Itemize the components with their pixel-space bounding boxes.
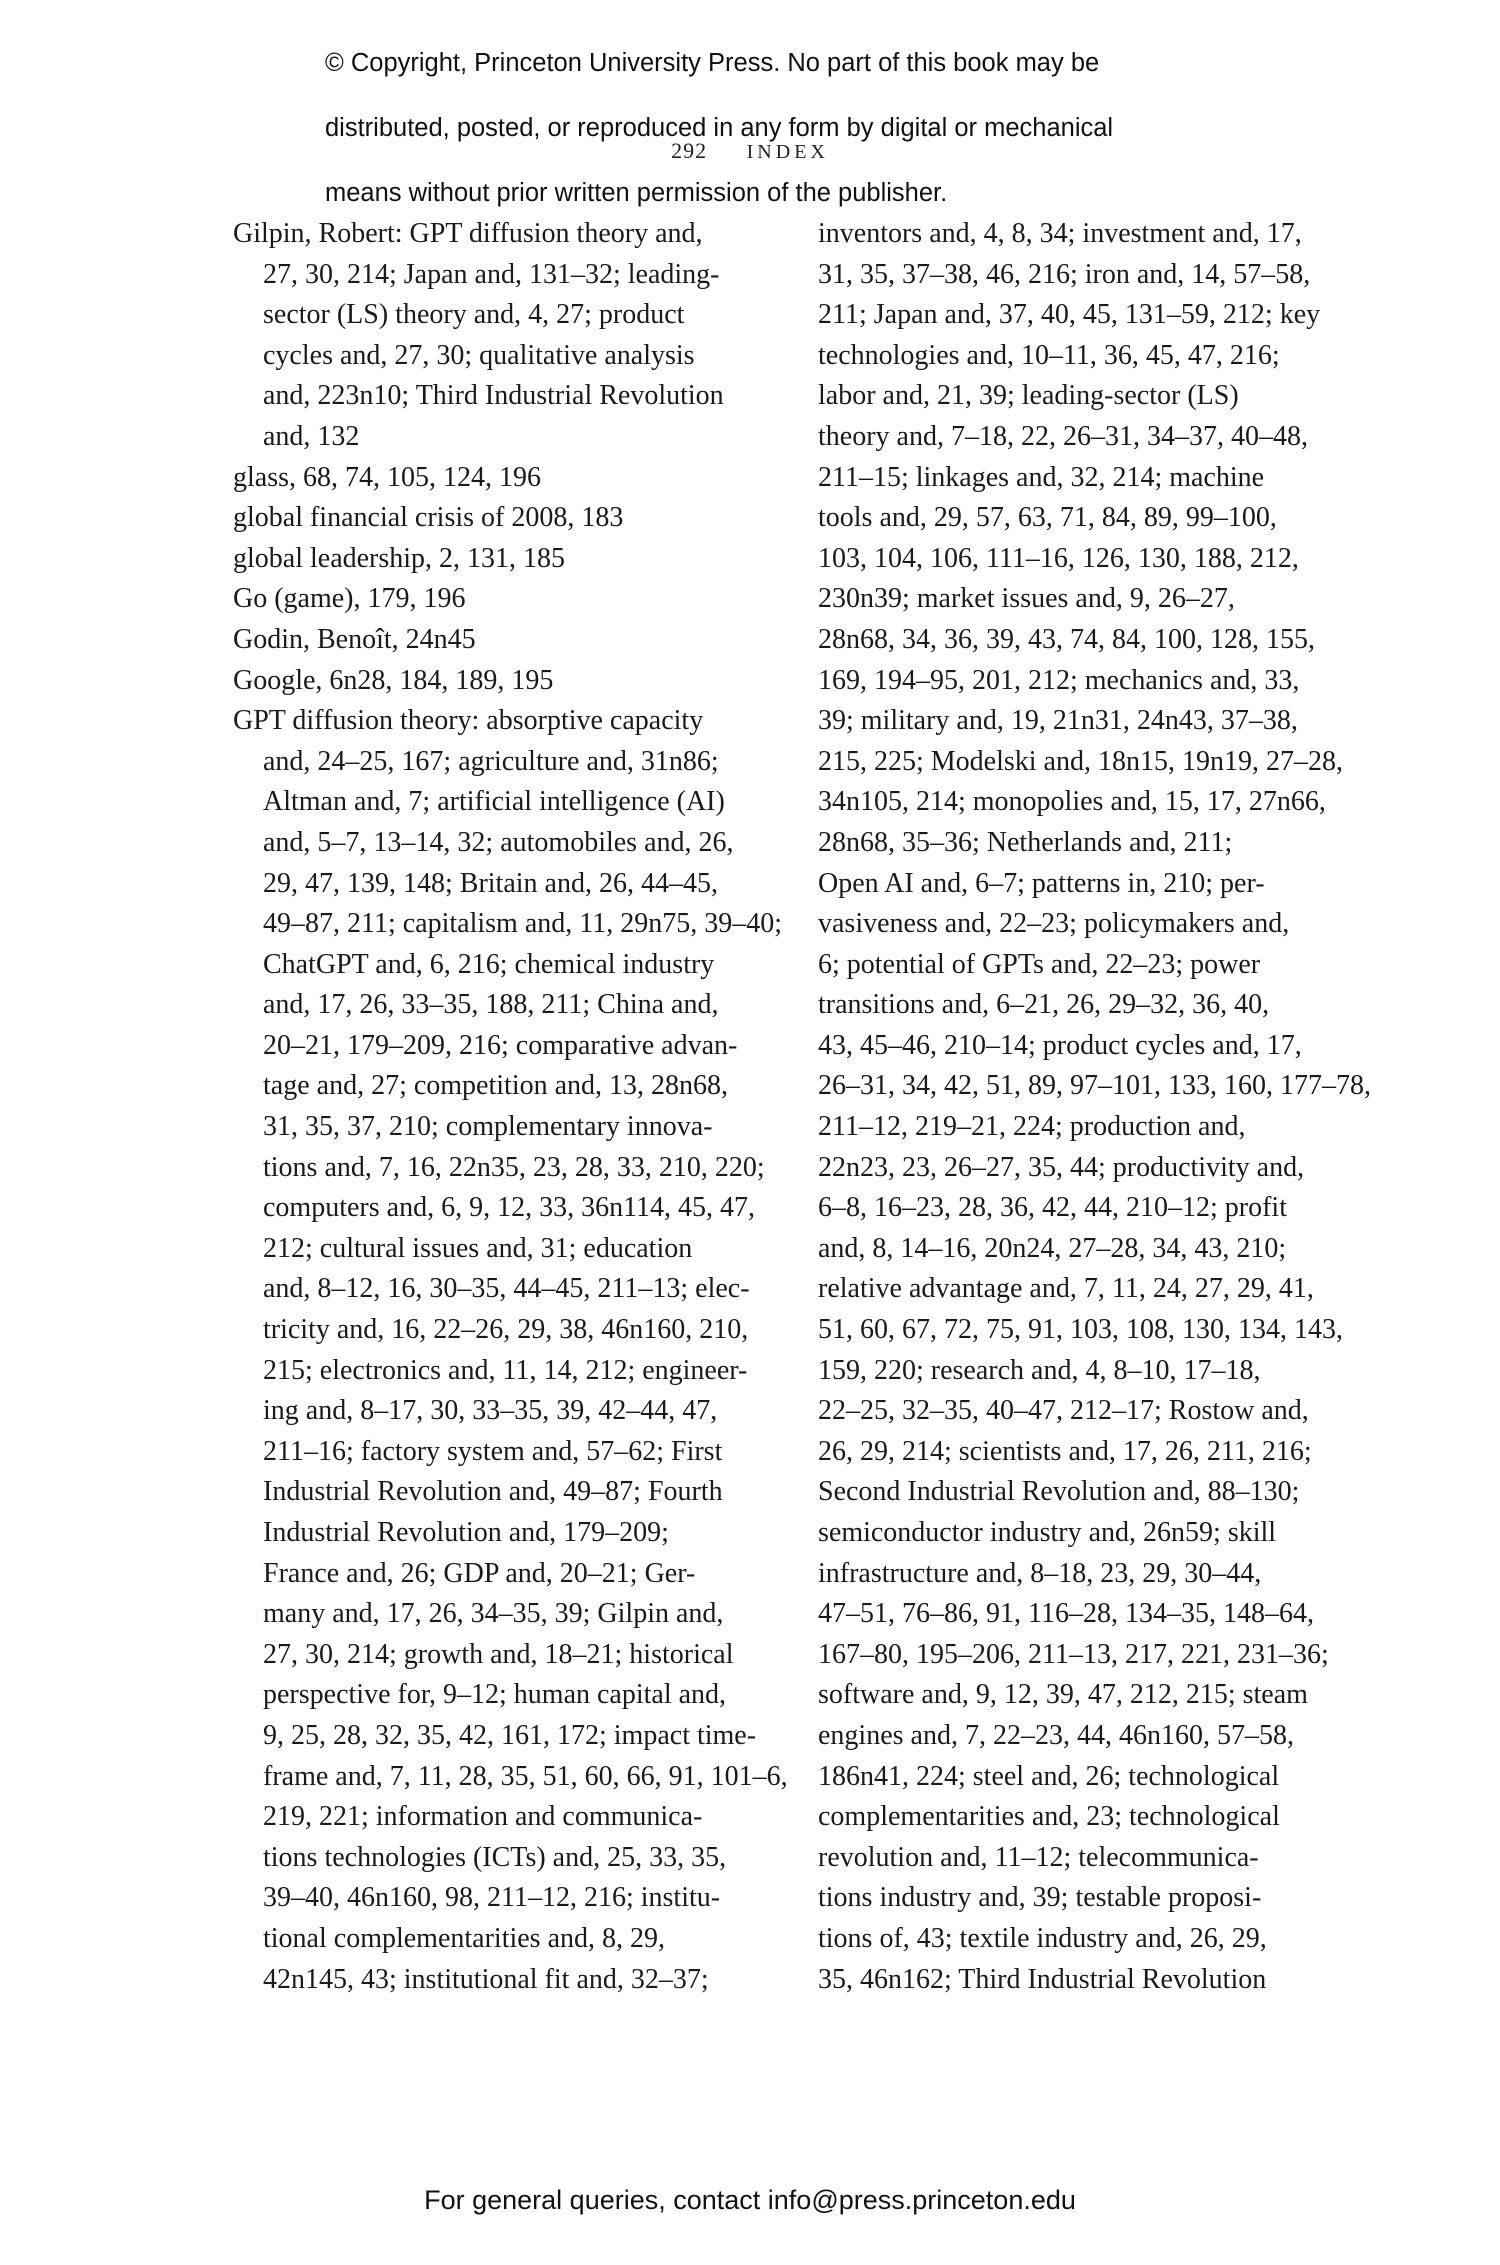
index-entry-line: tricity and, 16, 22–26, 29, 38, 46n160, 210,	[263, 1314, 749, 1346]
index-entry-line: 39; military and, 19, 21n31, 24n43, 37–38,	[818, 705, 1298, 737]
index-entry-line: computers and, 6, 9, 12, 33, 36n114, 45, 47,	[263, 1192, 756, 1224]
index-entry-line: and, 5–7, 13–14, 32; automobiles and, 26,	[263, 826, 734, 858]
copyright-line: © Copyright, Princeton University Press. No part of this book may be	[325, 48, 1100, 77]
index-entry-line: Industrial Revolution and, 49–87; Fourth	[263, 1476, 723, 1508]
index-entry-line: and, 8–12, 16, 30–35, 44–45, 211–13; elec-	[263, 1273, 750, 1305]
index-entry-line: 47–51, 76–86, 91, 116–28, 134–35, 148–64,	[818, 1598, 1314, 1630]
index-entry-line: 26, 29, 214; scientists and, 17, 26, 211, 216;	[818, 1435, 1312, 1467]
index-entry-line: 31, 35, 37–38, 46, 216; iron and, 14, 57–58,	[818, 258, 1311, 290]
index-entry-line: 22n23, 23, 26–27, 35, 44; productivity and,	[818, 1151, 1305, 1183]
index-entry-line: and, 24–25, 167; agriculture and, 31n86;	[263, 745, 719, 777]
index-entry-line: 230n39; market issues and, 9, 26–27,	[818, 583, 1235, 615]
page-number: 292	[671, 138, 708, 163]
index-entry-line: global leadership, 2, 131, 185	[233, 542, 566, 574]
index-entry-line: 219, 221; information and communica-	[263, 1801, 703, 1833]
index-entry-line: glass, 68, 74, 105, 124, 196	[233, 461, 541, 493]
index-entry-line: and, 17, 26, 33–35, 188, 211; China and,	[263, 989, 719, 1021]
index-entry-line: Gilpin, Robert: GPT diffusion theory and,	[233, 218, 703, 249]
index-entry-line: 211–12, 219–21, 224; production and,	[818, 1111, 1246, 1143]
index-entry-line: 186n41, 224; steel and, 26; technological	[818, 1760, 1280, 1792]
index-entry-line: 20–21, 179–209, 216; comparative advan-	[263, 1029, 738, 1061]
index-entry-line: 28n68, 35–36; Netherlands and, 211;	[818, 826, 1233, 858]
index-entry	[233, 214, 753, 458]
index-entry-line: theory and, 7–18, 22, 26–31, 34–37, 40–48,	[818, 420, 1308, 452]
index-entry-line: Open AI and, 6–7; patterns in, 210; per-	[818, 867, 1265, 899]
index-entry-line: 6; potential of GPTs and, 22–23; power	[818, 948, 1261, 980]
index-entry-line: 27, 30, 214; Japan and, 131–32; leading-	[263, 258, 720, 290]
index-entry-line: ing and, 8–17, 30, 33–35, 39, 42–44, 47,	[263, 1395, 718, 1427]
index-entry	[233, 539, 753, 580]
running-head	[0, 136, 1500, 167]
index-entry-line: tions and, 7, 16, 22n35, 23, 28, 33, 210, 220;	[263, 1151, 765, 1183]
index-entry-line: 6–8, 16–23, 28, 36, 42, 44, 210–12; profit	[818, 1192, 1287, 1224]
index-entry-line: 26–31, 34, 42, 51, 89, 97–101, 133, 160, 177–78,	[818, 1070, 1371, 1102]
index-entry-line: GPT diffusion theory: absorptive capacity	[233, 705, 704, 737]
index-entry-line: 211–15; linkages and, 32, 214; machine	[818, 461, 1265, 493]
index-entry-line: 51, 60, 67, 72, 75, 91, 103, 108, 130, 134, 143,	[818, 1314, 1343, 1346]
index-column-right	[818, 214, 1371, 2000]
index-entry-line: 212; cultural issues and, 31; education	[263, 1232, 693, 1264]
index-entry	[233, 458, 753, 499]
index-entry-line: frame and, 7, 11, 28, 35, 51, 60, 66, 91, 101–6,	[263, 1760, 788, 1792]
index-entry-line: global financial crisis of 2008, 183	[233, 502, 624, 534]
index-entry-line: semiconductor industry and, 26n59; skill	[818, 1517, 1277, 1548]
index-entry-line: relative advantage and, 7, 11, 24, 27, 29, 41,	[818, 1273, 1314, 1305]
index-entry-line: Altman and, 7; artificial intelligence (AI)	[263, 786, 725, 818]
index-entry-line: 159, 220; research and, 4, 8–10, 17–18,	[818, 1354, 1261, 1386]
index-entry-line: and, 132	[263, 420, 360, 452]
index-entry-line: transitions and, 6–21, 26, 29–32, 36, 40,	[818, 989, 1270, 1021]
index-entry	[233, 579, 753, 620]
index-entry-line: 22–25, 32–35, 40–47, 212–17; Rostow and,	[818, 1395, 1309, 1427]
index-entry	[233, 620, 753, 661]
index-entry-line: complementarities and, 23; technological	[818, 1801, 1280, 1833]
index-entry-line: 211–16; factory system and, 57–62; First	[263, 1435, 723, 1467]
index-entry-line: 29, 47, 139, 148; Britain and, 26, 44–45,	[263, 867, 718, 899]
contact-footer: For general queries, contact info@press.princeton.edu	[424, 2185, 1076, 2215]
index-entry-line: 211; Japan and, 37, 40, 45, 131–59, 212; key	[818, 299, 1321, 331]
index-entry-line: 42n145, 43; institutional fit and, 32–37;	[263, 1963, 709, 1995]
index-entry-line: Google, 6n28, 184, 189, 195	[233, 664, 554, 696]
index-entry-line: infrastructure and, 8–18, 23, 29, 30–44,	[818, 1557, 1262, 1589]
index-entry-line: 49–87, 211; capitalism and, 11, 29n75, 39–40;	[263, 908, 782, 940]
index-entry-line: tions of, 43; textile industry and, 26, 29,	[818, 1922, 1267, 1954]
index-entry-line: inventors and, 4, 8, 34; investment and, 17,	[818, 218, 1302, 249]
index-entry-line: tools and, 29, 57, 63, 71, 84, 89, 99–100,	[818, 502, 1277, 534]
index-entry-line: and, 223n10; Third Industrial Revolution	[263, 380, 724, 412]
index-entry-line: revolution and, 11–12; telecommunica-	[818, 1841, 1259, 1873]
index-entry-line: cycles and, 27, 30; qualitative analysis	[263, 339, 695, 371]
index-entry-line: 27, 30, 214; growth and, 18–21; historical	[263, 1638, 734, 1670]
section-title: INDEX	[746, 141, 829, 163]
index-entry-line: Second Industrial Revolution and, 88–130;	[818, 1476, 1300, 1508]
index-entry-line: 43, 45–46, 210–14; product cycles and, 17,	[818, 1029, 1302, 1061]
copyright-line: distributed, posted, or reproduced in any form by digital or mechanical	[325, 113, 1114, 142]
index-entry-line: tional complementarities and, 8, 29,	[263, 1922, 666, 1954]
index-entry-line: 103, 104, 106, 111–16, 126, 130, 188, 212,	[818, 542, 1299, 574]
index-entry-line: labor and, 21, 39; leading-sector (LS)	[818, 380, 1239, 412]
index-entry-line: Industrial Revolution and, 179–209;	[263, 1517, 669, 1548]
index-entry-line: France and, 26; GDP and, 20–21; Ger-	[263, 1557, 696, 1589]
index-entry-line: 34n105, 214; monopolies and, 15, 17, 27n66,	[818, 786, 1326, 818]
index-entry-line: tions technologies (ICTs) and, 25, 33, 35,	[263, 1841, 727, 1873]
copyright-notice	[325, 14, 1225, 242]
index-entry-line: 9, 25, 28, 32, 35, 42, 161, 172; impact time-	[263, 1719, 757, 1751]
index-entry-line: many and, 17, 26, 34–35, 39; Gilpin and,	[263, 1598, 724, 1630]
index-entry-line: 215, 225; Modelski and, 18n15, 19n19, 27–28,	[818, 745, 1343, 777]
index-column-left	[233, 214, 788, 2000]
index-entry-line: 167–80, 195–206, 211–13, 217, 221, 231–36;	[818, 1638, 1329, 1670]
index-entry-line: vasiveness and, 22–23; policymakers and,	[818, 908, 1290, 940]
index-entry-line: 215; electronics and, 11, 14, 212; engineer-	[263, 1354, 748, 1386]
index-entry-line: engines and, 7, 22–23, 44, 46n160, 57–58,	[818, 1719, 1294, 1751]
index-entry-line: 31, 35, 37, 210; complementary innova-	[263, 1111, 713, 1143]
index-entry	[233, 661, 753, 702]
index-entry-line: ChatGPT and, 6, 216; chemical industry	[263, 948, 715, 980]
index-entry-line: 39–40, 46n160, 98, 211–12, 216; institu-	[263, 1882, 721, 1914]
index-entry-line: sector (LS) theory and, 4, 27; product	[263, 299, 685, 331]
index-entry-line: tions industry and, 39; testable proposi-	[818, 1882, 1262, 1914]
index-entry-line: tage and, 27; competition and, 13, 28n68,	[263, 1070, 729, 1102]
index-entry	[233, 498, 753, 539]
index-entry-line: 35, 46n162; Third Industrial Revolution	[818, 1963, 1267, 1995]
index-entry-line: perspective for, 9–12; human capital and,	[263, 1679, 727, 1711]
index-entry-line: 169, 194–95, 201, 212; mechanics and, 33,	[818, 664, 1300, 696]
index-entry	[233, 701, 788, 2000]
index-entry-line: software and, 9, 12, 39, 47, 212, 215; steam	[818, 1679, 1308, 1711]
index-entry-line: Godin, Benoît, 24n45	[233, 623, 476, 655]
index-entry-line: Go (game), 179, 196	[233, 583, 466, 615]
index-entry-line: and, 8, 14–16, 20n24, 27–28, 34, 43, 210;	[818, 1232, 1287, 1264]
index-entry-line: technologies and, 10–11, 36, 45, 47, 216;	[818, 339, 1280, 371]
index-entry-line: 28n68, 34, 36, 39, 43, 74, 84, 100, 128, 155,	[818, 623, 1315, 655]
copyright-line: means without prior written permission of the publisher.	[325, 178, 948, 207]
